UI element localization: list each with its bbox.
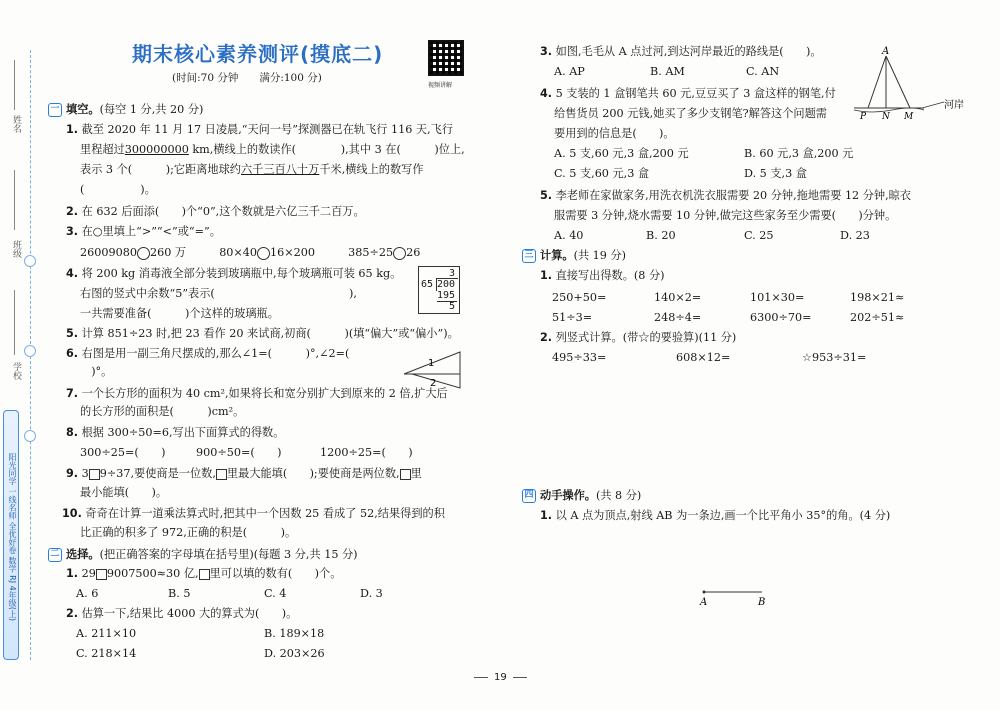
q10-line1: 10. 奇奇在计算一道乘法算式时,把其中一个因数 25 看成了 52,结果得到的积 [62,507,445,520]
set-square-figure [402,350,466,390]
page-title: 期末核心素养测评(摸底二) [132,42,384,66]
school-line [14,290,15,355]
school-label: 学校 [11,362,21,380]
c2-opt-b[interactable]: B. 189×18 [264,627,325,640]
page-number: 19 [468,672,533,683]
c4-opt-b[interactable]: B. 60 元,3 盒,200 元 [744,147,854,160]
section-icon: 四 [522,489,536,503]
c4-line1: 4. 5 支装的 1 盒钢笔共 60 元,豆豆买了 3 盒这样的钢笔,付 [540,87,836,100]
q9-line1: 9. 3 9÷37,要使商是一位数, 里最大能填( );要使商是两位数, 里 [66,467,422,480]
q6-line1: 6. 右图是用一副三角尺摆成的,那么∠1=( )°,∠2=( [66,347,350,360]
section-1-header: 一 填空。(每空 1 分,共 20 分) [48,102,203,118]
svg-text:P: P [860,112,867,120]
q4-line1: 4. 将 200 kg 消毒液全部分装到玻璃瓶中,每个玻璃瓶可装 65 kg。 [66,267,402,280]
calc-item: 248÷4= [654,311,702,324]
ray-ab-figure [696,584,776,608]
class-line [14,170,15,230]
q1-line3: 表示 3 个( );它距离地球约六千三百八十万千米,横线上的数写作 [80,163,424,176]
section-4-header: 四 动手操作。(共 8 分) [522,488,641,504]
q6-line2: )°。 [80,365,113,378]
c3-opt-c[interactable]: C. AN [746,65,780,78]
vertical-calc-item: ☆953÷31= [802,351,867,364]
q8-b: 900÷50=( ) [196,446,282,459]
c4-line3: 要用到的信息是( )。 [554,127,675,140]
c3-opt-b[interactable]: B. AM [650,65,685,78]
binding-hole [24,345,36,357]
k2: 2. 列竖式计算。(带☆的要验算)(11 分) [540,331,737,344]
name-label: 姓名 [11,115,21,133]
compare-circle[interactable] [137,247,150,260]
calc-item: 6300÷70= [750,311,812,324]
c5-opt-b[interactable]: B. 20 [646,229,676,242]
calc-item: 51÷3= [552,311,593,324]
q1-line4: ( )。 [80,183,156,196]
c5-opt-a[interactable]: A. 40 [554,229,584,242]
binding-hole [24,255,36,267]
section-2-header: 二 选择。(把正确答案的字母填在括号里)(每题 3 分,共 15 分) [48,547,358,563]
calc-item: 202÷51≈ [850,311,905,324]
class-label: 班级 [11,240,21,258]
calc-item: 250+50= [552,291,607,304]
calc-item: 101×30= [750,291,805,304]
section-icon: 二 [48,548,62,562]
q3: 3. 在○里填上“>”“<”或“=”。 [66,225,221,238]
vertical-calc-item: 608×12= [676,351,731,364]
c4-opt-c[interactable]: C. 5 支,60 元,3 盒 [554,167,650,180]
angle-1-label: 1 [428,358,435,369]
calc-item: 198×21≈ [850,291,905,304]
svg-text:N: N [882,112,890,120]
svg-text:河岸: 河岸 [944,100,964,111]
q8: 8. 根据 300÷50=6,写出下面算式的得数。 [66,426,285,439]
angle-2-label: 2 [430,378,437,389]
c1-opt-b[interactable]: B. 5 [168,587,191,600]
c2-opt-d[interactable]: D. 203×26 [264,647,325,660]
q2: 2. 在 632 后面添( )个“0”,这个数就是六亿三千二百万。 [66,205,365,218]
q8-c: 1200÷25=( ) [320,446,413,459]
h1: 1. 以 A 点为顶点,射线 AB 为一条边,画一个比平角小 35°的角。(4 分) [540,509,891,522]
binding-hole [24,430,36,442]
c5-line2: 服需要 3 分钟,烧水需要 10 分钟,做完这些家务至少需要( )分钟。 [554,209,897,222]
c1: 1. 29 9007500≈30 亿, 里可以填的数有( )个。 [66,567,342,580]
compare-circle[interactable] [257,247,270,260]
c5-opt-c[interactable]: C. 25 [744,229,774,242]
name-line [14,60,15,110]
c5-line1: 5. 李老师在家做家务,用洗衣机洗衣服需要 20 分钟,拖地需要 12 分钟,晾衣 [540,189,912,202]
compare-circle[interactable] [393,247,406,260]
c1-opt-c[interactable]: C. 4 [264,587,287,600]
long-division-figure: 3 65 200 195 5 [418,266,460,314]
brand-strip: 阳光同学 一线名师 全优好卷 数学 RJ 4年级(上) [3,410,19,660]
q3-items: 26009080 260 万 80×40 16×200 385÷25 26 [80,246,421,259]
svg-text:A: A [882,46,890,57]
river-bank-figure [852,42,980,120]
blank-box[interactable] [199,569,210,580]
section-icon: 三 [522,249,536,263]
qr-code-icon[interactable] [428,40,464,76]
blank-box[interactable] [89,469,100,480]
blank-box[interactable] [400,469,411,480]
q5: 5. 计算 851÷23 时,把 23 看作 20 来试商,初商( )(填“偏大”或“偏小”)。 [66,327,459,340]
c4-opt-d[interactable]: D. 5 支,3 盒 [744,167,807,180]
c1-opt-a[interactable]: A. 6 [76,587,99,600]
c3-opt-a[interactable]: A. AP [554,65,585,78]
svg-text:A: A [700,597,708,608]
c2: 2. 估算一下,结果比 4000 大的算式为( )。 [66,607,298,620]
calc-item: 140×2= [654,291,702,304]
vertical-calc-item: 495÷33= [552,351,607,364]
blank-box[interactable] [96,569,107,580]
blank-box[interactable] [216,469,227,480]
q7-line2: 的长方形的面积是( )cm²。 [80,405,245,418]
qr-label: 视频讲解 [428,82,453,89]
c4-opt-a[interactable]: A. 5 支,60 元,3 盒,200 元 [554,147,689,160]
k1: 1. 直接写出得数。(8 分) [540,269,665,282]
section-3-header: 三 计算。(共 19 分) [522,248,626,264]
q1-line2: 里程超过300000000 km,横线上的数读作( ),其中 3 在( )位上, [80,143,465,156]
c2-opt-a[interactable]: A. 211×10 [76,627,137,640]
q1-line1: 1. 截至 2020 年 11 月 17 日凌晨,“天问一号”探测器已在轨飞行 116 天,飞行 [66,123,454,136]
c5-opt-d[interactable]: D. 23 [840,229,870,242]
q4-line3: 一共需要准备( )个这样的玻璃瓶。 [80,307,279,320]
c4-line2: 给售货员 200 元钱,她买了多少支钢笔?解答这个问题需 [554,107,827,120]
c1-opt-d[interactable]: D. 3 [360,587,383,600]
c3: 3. 如图,毛毛从 A 点过河,到达河岸最近的路线是( )。 [540,45,822,58]
q9-line2: 最小能填( )。 [80,486,168,499]
svg-text:B: B [758,597,766,608]
q7-line1: 7. 一个长方形的面积为 40 cm²,如果将长和宽分别扩大到原来的 2 倍,扩大后 [66,387,448,400]
svg-text:M: M [904,112,914,120]
q4-line2: 右图的竖式中余数“5”表示( ), [80,287,357,300]
section-icon: 一 [48,103,62,117]
exam-info: (时间:70 分钟 满分:100 分) [172,72,322,84]
q8-a: 300÷25=( ) [80,446,166,459]
c2-opt-c[interactable]: C. 218×14 [76,647,137,660]
q10-line2: 比正确的积多了 972,正确的积是( )。 [80,526,297,539]
